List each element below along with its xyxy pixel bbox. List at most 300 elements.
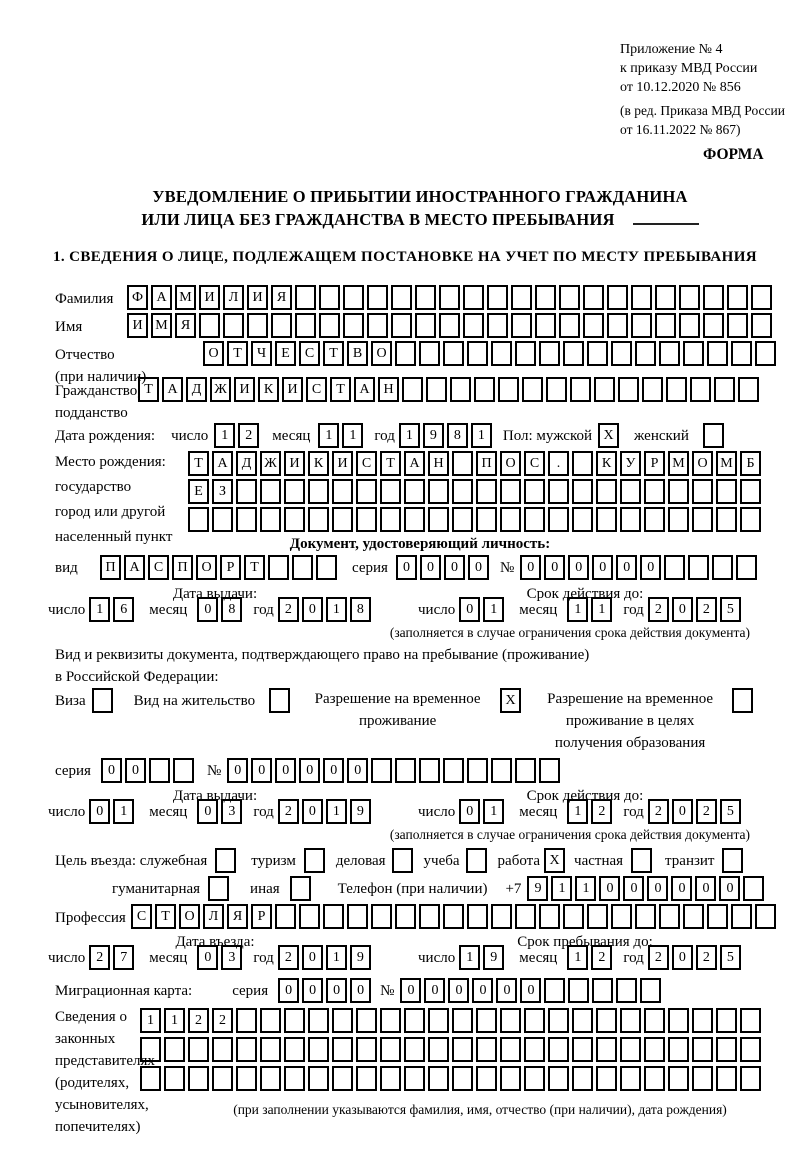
cell[interactable] bbox=[236, 1037, 257, 1062]
cell[interactable] bbox=[140, 1066, 161, 1091]
cell[interactable] bbox=[443, 758, 464, 783]
cell[interactable] bbox=[428, 479, 449, 504]
cell[interactable]: И bbox=[282, 377, 303, 402]
cell[interactable] bbox=[149, 758, 170, 783]
cell[interactable] bbox=[212, 1037, 233, 1062]
cell[interactable] bbox=[631, 313, 652, 338]
cell[interactable]: Б bbox=[740, 451, 761, 476]
cell[interactable]: 0 bbox=[640, 555, 661, 580]
cell[interactable] bbox=[395, 341, 416, 366]
cell[interactable] bbox=[428, 1037, 449, 1062]
cell[interactable]: 1 bbox=[459, 945, 480, 970]
cell[interactable] bbox=[618, 377, 639, 402]
cell[interactable]: 1 bbox=[326, 945, 347, 970]
cell[interactable] bbox=[452, 1008, 473, 1033]
cell[interactable] bbox=[679, 285, 700, 310]
cell[interactable] bbox=[596, 1037, 617, 1062]
cell[interactable] bbox=[524, 1066, 545, 1091]
cell[interactable]: 0 bbox=[695, 876, 716, 901]
cell[interactable]: О bbox=[692, 451, 713, 476]
cell[interactable] bbox=[539, 341, 560, 366]
cell[interactable] bbox=[426, 377, 447, 402]
cell[interactable]: 1 bbox=[483, 597, 504, 622]
cell[interactable] bbox=[275, 904, 296, 929]
cell[interactable] bbox=[419, 758, 440, 783]
cell[interactable]: 0 bbox=[251, 758, 272, 783]
cell[interactable] bbox=[443, 341, 464, 366]
cell[interactable]: Ж bbox=[260, 451, 281, 476]
cell[interactable] bbox=[583, 285, 604, 310]
cell[interactable] bbox=[522, 377, 543, 402]
cell[interactable] bbox=[316, 555, 337, 580]
cell[interactable] bbox=[500, 1066, 521, 1091]
cell[interactable] bbox=[731, 904, 752, 929]
cell[interactable] bbox=[467, 758, 488, 783]
cell[interactable] bbox=[208, 876, 229, 901]
cell[interactable]: 0 bbox=[672, 799, 693, 824]
cell[interactable] bbox=[404, 1037, 425, 1062]
cell[interactable] bbox=[284, 479, 305, 504]
cell[interactable]: 1 bbox=[164, 1008, 185, 1033]
cell[interactable] bbox=[500, 1008, 521, 1033]
cell[interactable] bbox=[498, 377, 519, 402]
cell[interactable]: Т bbox=[244, 555, 265, 580]
cell[interactable] bbox=[199, 313, 220, 338]
cell[interactable] bbox=[642, 377, 663, 402]
cell[interactable] bbox=[332, 479, 353, 504]
cell[interactable] bbox=[722, 848, 743, 873]
cell[interactable] bbox=[463, 313, 484, 338]
cell[interactable] bbox=[688, 555, 709, 580]
cell[interactable]: У bbox=[620, 451, 641, 476]
cell[interactable] bbox=[611, 341, 632, 366]
cell[interactable] bbox=[404, 1066, 425, 1091]
cell[interactable] bbox=[236, 479, 257, 504]
cell[interactable]: Р bbox=[251, 904, 272, 929]
cell[interactable] bbox=[616, 978, 637, 1003]
cell[interactable] bbox=[563, 904, 584, 929]
cell[interactable]: 0 bbox=[647, 876, 668, 901]
cell[interactable] bbox=[524, 507, 545, 532]
cell[interactable] bbox=[268, 555, 289, 580]
cell[interactable] bbox=[395, 758, 416, 783]
cell[interactable] bbox=[371, 758, 392, 783]
cell[interactable] bbox=[731, 341, 752, 366]
cell[interactable]: Н bbox=[428, 451, 449, 476]
cell[interactable] bbox=[559, 285, 580, 310]
cell[interactable]: 0 bbox=[592, 555, 613, 580]
cell[interactable] bbox=[295, 285, 316, 310]
cell[interactable] bbox=[299, 904, 320, 929]
cell[interactable] bbox=[707, 341, 728, 366]
cell[interactable] bbox=[380, 1066, 401, 1091]
cell[interactable] bbox=[487, 313, 508, 338]
cell[interactable]: 1 bbox=[551, 876, 572, 901]
cell[interactable] bbox=[428, 507, 449, 532]
cell[interactable]: 0 bbox=[623, 876, 644, 901]
cell[interactable]: С bbox=[299, 341, 320, 366]
cell[interactable]: 0 bbox=[472, 978, 493, 1003]
cell[interactable] bbox=[332, 507, 353, 532]
cell[interactable] bbox=[640, 978, 661, 1003]
cell[interactable]: В bbox=[347, 341, 368, 366]
cell[interactable] bbox=[587, 904, 608, 929]
cell[interactable]: 1 bbox=[471, 423, 492, 448]
cell[interactable]: 2 bbox=[648, 945, 669, 970]
cell[interactable] bbox=[347, 904, 368, 929]
cell[interactable]: Я bbox=[227, 904, 248, 929]
cell[interactable] bbox=[644, 1037, 665, 1062]
cell[interactable] bbox=[92, 688, 113, 713]
cell[interactable] bbox=[452, 479, 473, 504]
cell[interactable] bbox=[668, 1066, 689, 1091]
cell[interactable] bbox=[188, 507, 209, 532]
cell[interactable]: 0 bbox=[275, 758, 296, 783]
cell[interactable]: К bbox=[258, 377, 279, 402]
cell[interactable] bbox=[732, 688, 753, 713]
cell[interactable] bbox=[592, 978, 613, 1003]
cell[interactable] bbox=[188, 1037, 209, 1062]
cell[interactable] bbox=[535, 313, 556, 338]
cell[interactable] bbox=[356, 507, 377, 532]
cell[interactable]: И bbox=[247, 285, 268, 310]
cell[interactable] bbox=[173, 758, 194, 783]
cell[interactable] bbox=[491, 758, 512, 783]
cell[interactable]: Т bbox=[330, 377, 351, 402]
cell[interactable] bbox=[428, 1008, 449, 1033]
cell[interactable]: 0 bbox=[197, 945, 218, 970]
cell[interactable]: 0 bbox=[616, 555, 637, 580]
cell[interactable] bbox=[500, 479, 521, 504]
cell[interactable]: 2 bbox=[696, 799, 717, 824]
cell[interactable]: 0 bbox=[347, 758, 368, 783]
cell[interactable]: 0 bbox=[672, 945, 693, 970]
cell[interactable]: М bbox=[716, 451, 737, 476]
cell[interactable]: 1 bbox=[318, 423, 339, 448]
cell[interactable]: . bbox=[548, 451, 569, 476]
cell[interactable]: М bbox=[151, 313, 172, 338]
cell[interactable]: X bbox=[500, 688, 521, 713]
cell[interactable]: 1 bbox=[567, 597, 588, 622]
cell[interactable]: 0 bbox=[424, 978, 445, 1003]
cell[interactable] bbox=[707, 904, 728, 929]
cell[interactable]: 7 bbox=[113, 945, 134, 970]
cell[interactable] bbox=[404, 507, 425, 532]
cell[interactable]: 0 bbox=[459, 597, 480, 622]
cell[interactable] bbox=[290, 876, 311, 901]
cell[interactable] bbox=[476, 1008, 497, 1033]
cell[interactable] bbox=[332, 1066, 353, 1091]
cell[interactable]: 0 bbox=[496, 978, 517, 1003]
cell[interactable] bbox=[751, 285, 772, 310]
cell[interactable] bbox=[738, 377, 759, 402]
cell[interactable] bbox=[548, 1066, 569, 1091]
cell[interactable] bbox=[594, 377, 615, 402]
cell[interactable]: Е bbox=[275, 341, 296, 366]
cell[interactable]: М bbox=[175, 285, 196, 310]
cell[interactable]: П bbox=[172, 555, 193, 580]
cell[interactable] bbox=[548, 1037, 569, 1062]
cell[interactable]: Н bbox=[378, 377, 399, 402]
cell[interactable] bbox=[572, 451, 593, 476]
cell[interactable] bbox=[511, 285, 532, 310]
cell[interactable] bbox=[548, 1008, 569, 1033]
cell[interactable] bbox=[439, 313, 460, 338]
cell[interactable]: 0 bbox=[89, 799, 110, 824]
cell[interactable] bbox=[247, 313, 268, 338]
cell[interactable]: 0 bbox=[671, 876, 692, 901]
cell[interactable] bbox=[515, 758, 536, 783]
cell[interactable]: 0 bbox=[350, 978, 371, 1003]
cell[interactable] bbox=[467, 904, 488, 929]
cell[interactable] bbox=[727, 313, 748, 338]
cell[interactable]: 0 bbox=[459, 799, 480, 824]
cell[interactable] bbox=[659, 341, 680, 366]
cell[interactable] bbox=[644, 1008, 665, 1033]
cell[interactable]: О bbox=[196, 555, 217, 580]
cell[interactable]: Я bbox=[175, 313, 196, 338]
cell[interactable] bbox=[404, 479, 425, 504]
cell[interactable] bbox=[452, 1066, 473, 1091]
cell[interactable] bbox=[716, 507, 737, 532]
cell[interactable]: Р bbox=[220, 555, 241, 580]
cell[interactable]: Ч bbox=[251, 341, 272, 366]
cell[interactable] bbox=[295, 313, 316, 338]
cell[interactable]: 1 bbox=[567, 945, 588, 970]
cell[interactable] bbox=[620, 507, 641, 532]
cell[interactable] bbox=[260, 1037, 281, 1062]
cell[interactable]: О bbox=[500, 451, 521, 476]
cell[interactable] bbox=[415, 285, 436, 310]
cell[interactable] bbox=[380, 479, 401, 504]
cell[interactable] bbox=[620, 479, 641, 504]
cell[interactable] bbox=[515, 341, 536, 366]
cell[interactable] bbox=[683, 904, 704, 929]
cell[interactable] bbox=[319, 313, 340, 338]
cell[interactable]: 9 bbox=[350, 945, 371, 970]
cell[interactable] bbox=[452, 507, 473, 532]
cell[interactable] bbox=[511, 313, 532, 338]
cell[interactable] bbox=[476, 479, 497, 504]
cell[interactable]: 1 bbox=[591, 597, 612, 622]
cell[interactable]: 0 bbox=[197, 597, 218, 622]
cell[interactable] bbox=[164, 1037, 185, 1062]
cell[interactable]: 9 bbox=[483, 945, 504, 970]
cell[interactable] bbox=[236, 507, 257, 532]
cell[interactable]: С bbox=[306, 377, 327, 402]
cell[interactable]: 6 bbox=[113, 597, 134, 622]
cell[interactable]: X bbox=[544, 848, 565, 873]
cell[interactable]: 9 bbox=[423, 423, 444, 448]
cell[interactable] bbox=[391, 285, 412, 310]
cell[interactable] bbox=[740, 1037, 761, 1062]
cell[interactable]: 2 bbox=[648, 597, 669, 622]
cell[interactable] bbox=[476, 1066, 497, 1091]
cell[interactable]: С bbox=[524, 451, 545, 476]
cell[interactable]: 1 bbox=[113, 799, 134, 824]
cell[interactable] bbox=[188, 1066, 209, 1091]
cell[interactable]: 0 bbox=[278, 978, 299, 1003]
cell[interactable]: С bbox=[356, 451, 377, 476]
cell[interactable]: И bbox=[127, 313, 148, 338]
cell[interactable]: 0 bbox=[323, 758, 344, 783]
cell[interactable] bbox=[668, 479, 689, 504]
cell[interactable] bbox=[474, 377, 495, 402]
cell[interactable] bbox=[284, 1066, 305, 1091]
cell[interactable]: Т bbox=[188, 451, 209, 476]
cell[interactable]: 0 bbox=[568, 555, 589, 580]
cell[interactable] bbox=[535, 285, 556, 310]
cell[interactable] bbox=[740, 1066, 761, 1091]
cell[interactable] bbox=[572, 1066, 593, 1091]
cell[interactable] bbox=[692, 1066, 713, 1091]
cell[interactable]: 0 bbox=[420, 555, 441, 580]
cell[interactable] bbox=[716, 1037, 737, 1062]
cell[interactable]: 0 bbox=[326, 978, 347, 1003]
cell[interactable]: 2 bbox=[696, 597, 717, 622]
cell[interactable]: Я bbox=[271, 285, 292, 310]
cell[interactable] bbox=[343, 313, 364, 338]
cell[interactable]: И bbox=[332, 451, 353, 476]
cell[interactable]: Л bbox=[223, 285, 244, 310]
cell[interactable] bbox=[271, 313, 292, 338]
cell[interactable] bbox=[655, 313, 676, 338]
cell[interactable] bbox=[607, 313, 628, 338]
cell[interactable] bbox=[668, 507, 689, 532]
cell[interactable] bbox=[635, 904, 656, 929]
cell[interactable] bbox=[292, 555, 313, 580]
cell[interactable]: 2 bbox=[591, 799, 612, 824]
cell[interactable] bbox=[491, 341, 512, 366]
cell[interactable]: 2 bbox=[238, 423, 259, 448]
cell[interactable]: 3 bbox=[221, 945, 242, 970]
cell[interactable] bbox=[491, 904, 512, 929]
cell[interactable] bbox=[587, 341, 608, 366]
cell[interactable] bbox=[466, 848, 487, 873]
cell[interactable]: 3 bbox=[221, 799, 242, 824]
cell[interactable] bbox=[260, 1008, 281, 1033]
cell[interactable] bbox=[380, 1037, 401, 1062]
cell[interactable] bbox=[284, 1008, 305, 1033]
cell[interactable] bbox=[450, 377, 471, 402]
cell[interactable]: 0 bbox=[444, 555, 465, 580]
cell[interactable]: 1 bbox=[399, 423, 420, 448]
cell[interactable] bbox=[308, 1037, 329, 1062]
cell[interactable] bbox=[356, 1037, 377, 1062]
cell[interactable]: 2 bbox=[89, 945, 110, 970]
cell[interactable] bbox=[751, 313, 772, 338]
cell[interactable]: 1 bbox=[326, 597, 347, 622]
cell[interactable] bbox=[572, 479, 593, 504]
cell[interactable]: 0 bbox=[520, 978, 541, 1003]
cell[interactable]: 8 bbox=[221, 597, 242, 622]
cell[interactable]: 0 bbox=[302, 978, 323, 1003]
cell[interactable]: Л bbox=[203, 904, 224, 929]
cell[interactable] bbox=[395, 904, 416, 929]
cell[interactable] bbox=[164, 1066, 185, 1091]
cell[interactable] bbox=[620, 1066, 641, 1091]
cell[interactable] bbox=[740, 1008, 761, 1033]
cell[interactable]: А bbox=[404, 451, 425, 476]
cell[interactable]: 0 bbox=[299, 758, 320, 783]
cell[interactable]: 1 bbox=[567, 799, 588, 824]
cell[interactable] bbox=[476, 1037, 497, 1062]
cell[interactable] bbox=[714, 377, 735, 402]
cell[interactable]: А bbox=[212, 451, 233, 476]
cell[interactable] bbox=[269, 688, 290, 713]
cell[interactable] bbox=[500, 1037, 521, 1062]
cell[interactable] bbox=[419, 341, 440, 366]
cell[interactable] bbox=[683, 341, 704, 366]
cell[interactable] bbox=[572, 1008, 593, 1033]
cell[interactable] bbox=[736, 555, 757, 580]
cell[interactable]: А bbox=[151, 285, 172, 310]
cell[interactable] bbox=[703, 313, 724, 338]
cell[interactable] bbox=[716, 1066, 737, 1091]
cell[interactable]: 2 bbox=[278, 945, 299, 970]
cell[interactable] bbox=[596, 1066, 617, 1091]
cell[interactable]: А bbox=[162, 377, 183, 402]
cell[interactable]: 9 bbox=[527, 876, 548, 901]
cell[interactable] bbox=[559, 313, 580, 338]
cell[interactable] bbox=[212, 507, 233, 532]
cell[interactable] bbox=[570, 377, 591, 402]
cell[interactable]: Т bbox=[380, 451, 401, 476]
cell[interactable]: И bbox=[199, 285, 220, 310]
cell[interactable]: 1 bbox=[342, 423, 363, 448]
cell[interactable]: 1 bbox=[140, 1008, 161, 1033]
cell[interactable]: О bbox=[371, 341, 392, 366]
cell[interactable]: К bbox=[308, 451, 329, 476]
cell[interactable]: Д bbox=[236, 451, 257, 476]
cell[interactable] bbox=[572, 507, 593, 532]
cell[interactable]: С bbox=[131, 904, 152, 929]
cell[interactable] bbox=[380, 1008, 401, 1033]
cell[interactable]: М bbox=[668, 451, 689, 476]
cell[interactable] bbox=[391, 313, 412, 338]
cell[interactable] bbox=[596, 479, 617, 504]
cell[interactable]: 0 bbox=[302, 945, 323, 970]
cell[interactable]: 8 bbox=[350, 597, 371, 622]
cell[interactable] bbox=[666, 377, 687, 402]
cell[interactable] bbox=[367, 313, 388, 338]
cell[interactable] bbox=[539, 758, 560, 783]
cell[interactable] bbox=[668, 1037, 689, 1062]
cell[interactable] bbox=[655, 285, 676, 310]
cell[interactable]: Т bbox=[138, 377, 159, 402]
cell[interactable] bbox=[668, 1008, 689, 1033]
cell[interactable]: П bbox=[476, 451, 497, 476]
cell[interactable] bbox=[548, 507, 569, 532]
cell[interactable] bbox=[703, 423, 724, 448]
cell[interactable] bbox=[308, 479, 329, 504]
cell[interactable]: 0 bbox=[101, 758, 122, 783]
cell[interactable] bbox=[712, 555, 733, 580]
cell[interactable]: 0 bbox=[197, 799, 218, 824]
cell[interactable] bbox=[428, 1066, 449, 1091]
cell[interactable]: 0 bbox=[448, 978, 469, 1003]
cell[interactable] bbox=[500, 507, 521, 532]
cell[interactable]: 0 bbox=[599, 876, 620, 901]
cell[interactable] bbox=[568, 978, 589, 1003]
cell[interactable] bbox=[356, 479, 377, 504]
cell[interactable]: Р bbox=[644, 451, 665, 476]
cell[interactable] bbox=[284, 507, 305, 532]
cell[interactable]: 2 bbox=[278, 597, 299, 622]
cell[interactable] bbox=[743, 876, 764, 901]
cell[interactable] bbox=[679, 313, 700, 338]
cell[interactable] bbox=[524, 1037, 545, 1062]
